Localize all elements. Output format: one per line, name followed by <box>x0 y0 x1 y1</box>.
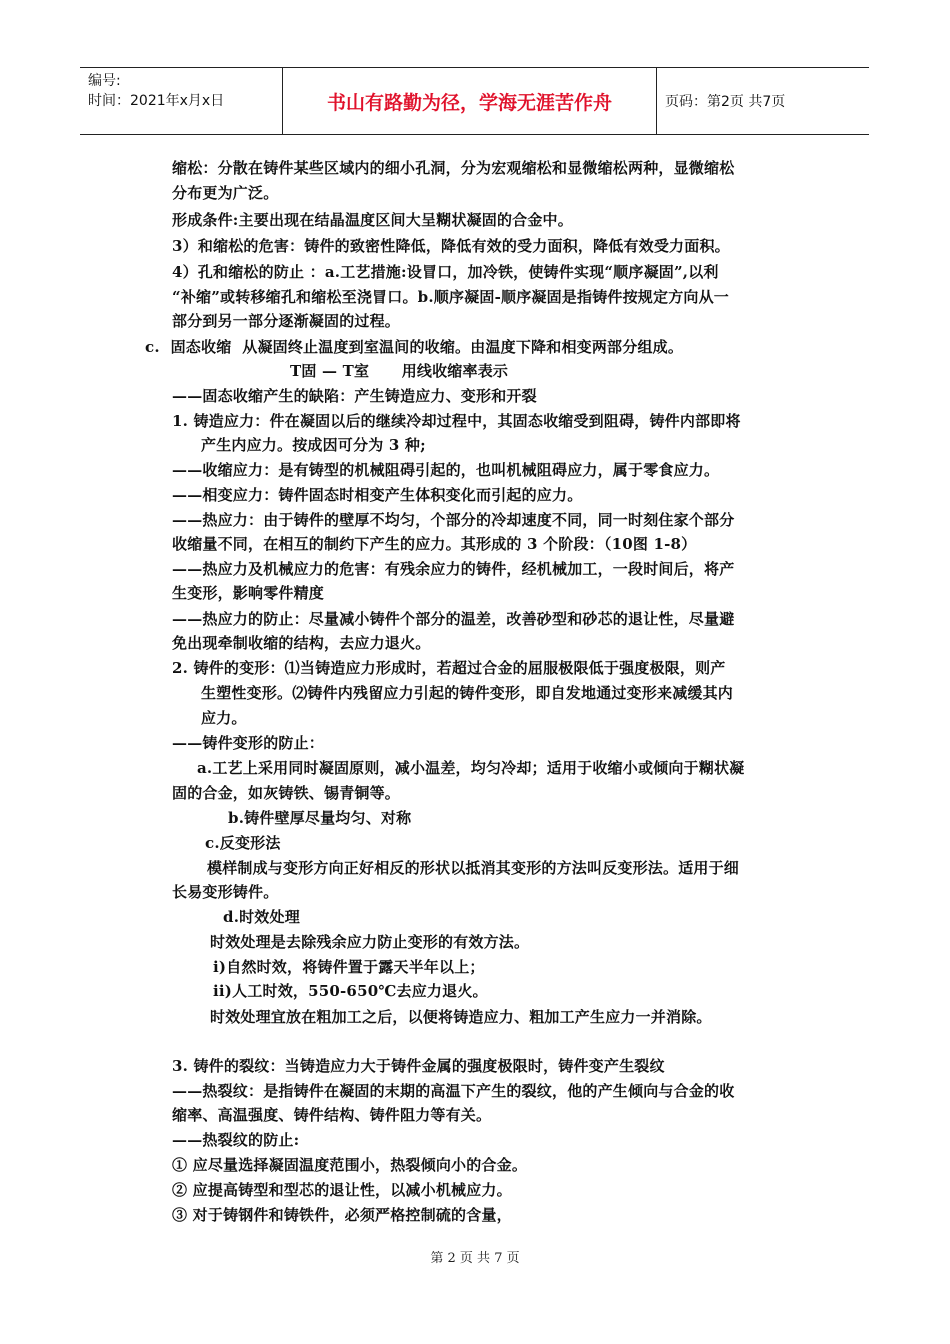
body-line: “补缩”或转移缩孔和缩松至浇冒口。b.顺序凝固-顺序凝固是指铸件按规定方向从一 <box>172 288 729 306</box>
body-line: 免出现牵制收缩的结构，去应力退火。 <box>172 634 431 652</box>
body-line: c.反变形法 <box>205 834 281 852</box>
body-line: ——固态收缩产生的缺陷：产生铸造应力、变形和开裂 <box>172 387 537 405</box>
time-label: 时间：2021年x月x日 <box>88 93 225 109</box>
body-line: ——热应力：由于铸件的壁厚不均匀，个部分的冷却速度不同，同一时刻住家个部分 <box>172 511 735 529</box>
page-footer: 第 2 页 共 7 页 <box>430 1251 520 1266</box>
body-line: 分布更为广泛。 <box>172 184 279 202</box>
body-line: T固 — T室 用线收缩率表示 <box>290 362 509 380</box>
body-line: ——铸件变形的防止： <box>172 734 325 752</box>
body-line: 3. 铸件的裂纹：当铸造应力大于铸件金属的强度极限时，铸件变产生裂纹 <box>172 1057 665 1075</box>
body-line: 1. 铸造应力：件在凝固以后的继续冷却过程中，其固态收缩受到阻碍，铸件内部即将 <box>172 412 741 430</box>
body-line: ——热裂纹：是指铸件在凝固的末期的高温下产生的裂纹，他的产生倾向与合金的收 <box>172 1082 735 1100</box>
page-header <box>80 67 869 135</box>
body-line: c. 固态收缩 从凝固终止温度到室温间的收缩。由温度下降和相变两部分组成。 <box>145 338 684 356</box>
body-line: 生变形，影响零件精度 <box>172 584 325 602</box>
body-line: 固的合金，如灰铸铁、锡青铜等。 <box>172 784 401 802</box>
body-line: 应力。 <box>201 709 247 727</box>
body-line: 长易变形铸件。 <box>172 883 279 901</box>
body-line: ——热裂纹的防止: <box>172 1131 300 1149</box>
body-line: 4）孔和缩松的防止 ：a.工艺措施:设冒口，加冷铁，使铸件实现“顺序凝固”,以利 <box>172 263 719 281</box>
body-line: ——热应力及机械应力的危害：有残余应力的铸件，经机械加工，一段时间后，将产 <box>172 560 735 578</box>
body-line: ① 应尽量选择凝固温度范围小，热裂倾向小的合金。 <box>172 1156 528 1174</box>
body-line: ——收缩应力：是有铸型的机械阻碍引起的，也叫机械阻碍应力，属于零食应力。 <box>172 461 720 479</box>
body-line: 2. 铸件的变形：⑴当铸造应力形成时，若超过合金的屈服极限低于强度极限，则产 <box>172 659 726 677</box>
body-line: 产生内应力。按成因可分为 3 种; <box>201 436 426 454</box>
body-line: 时效处理宜放在粗加工之后，以便将铸造应力、粗加工产生应力一并消除。 <box>210 1008 712 1026</box>
body-line: 部分到另一部分逐渐凝固的过程。 <box>172 312 401 330</box>
body-line: ——相变应力：铸件固态时相变产生体积变化而引起的应力。 <box>172 486 583 504</box>
body-line: 缩松：分散在铸件某些区域内的细小孔洞，分为宏观缩松和显微缩松两种，显微缩松 <box>172 159 735 177</box>
code-label: 编号: <box>88 73 121 89</box>
page-info: 页码：第2页 共7页 <box>665 94 786 110</box>
body-line: i)自然时效，将铸件置于露天半年以上； <box>213 958 485 976</box>
body-line: 缩率、高温强度、铸件结构、铸件阻力等有关。 <box>172 1106 492 1124</box>
body-line: 3）和缩松的危害：铸件的致密性降低，降低有效的受力面积，降低有效受力面积。 <box>172 237 730 255</box>
body-line: ii)人工时效，550-650℃去应力退火。 <box>213 982 488 1000</box>
body-line: ③ 对于铸钢件和铸铁件，必须严格控制硫的含量， <box>172 1206 512 1224</box>
body-line: ② 应提高铸型和型芯的退让性，以减小机械应力。 <box>172 1181 512 1199</box>
body-line: 模样制成与变形方向正好相反的形状以抵消其变形的方法叫反变形法。适用于细 <box>207 859 740 877</box>
body-line: 形成条件:主要出现在结晶温度区间大呈糊状凝固的合金中。 <box>172 211 573 229</box>
motto: 书山有路勤为径，学海无涯苦作舟 <box>283 68 657 134</box>
body-line: 收缩量不同，在相互的制约下产生的应力。其形成的 3 个阶段：（10图 1-8） <box>172 535 697 553</box>
body-line: a.工艺上采用同时凝固原则，减小温差，均匀冷却；适用于收缩小或倾向于糊状凝 <box>197 759 745 777</box>
body-line: b.铸件壁厚尽量均匀、对称 <box>228 809 412 827</box>
header-meta <box>80 68 283 134</box>
body-line: ——热应力的防止：尽量减小铸件个部分的温差，改善砂型和砂芯的退让性，尽量避 <box>172 610 735 628</box>
body-line: 生塑性变形。⑵铸件内残留应力引起的铸件变形，即自发地通过变形来减缓其内 <box>201 684 734 702</box>
body-line: d.时效处理 <box>223 908 300 926</box>
body-line: 时效处理是去除残余应力防止变形的有效方法。 <box>210 933 530 951</box>
